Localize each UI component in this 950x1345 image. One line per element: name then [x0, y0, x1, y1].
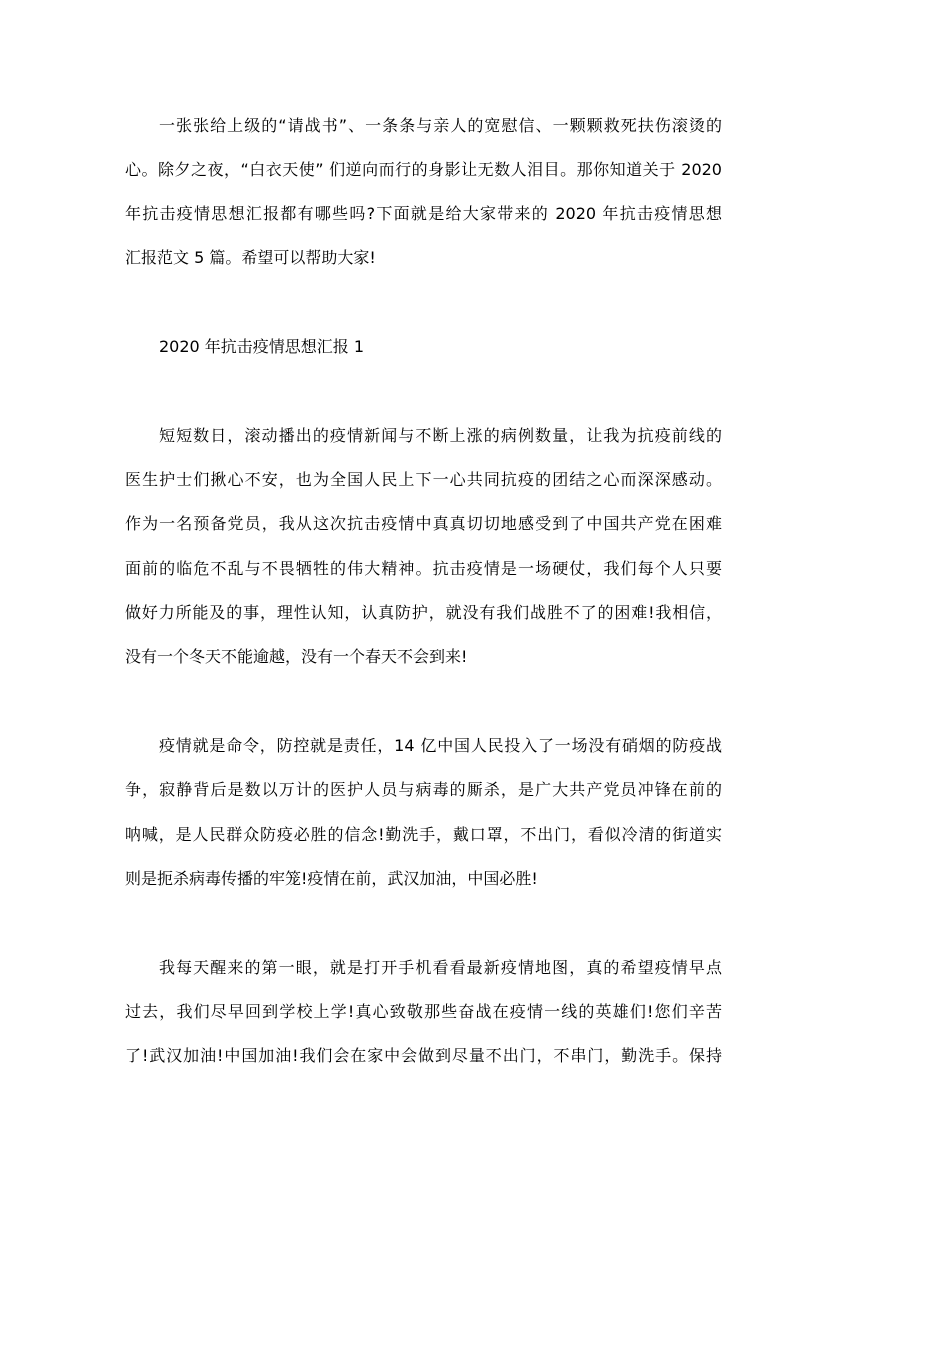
- intro-line-4: 汇报范文 5 篇。希望可以帮助大家!: [125, 248, 376, 267]
- intro-line-3: 年抗击疫情思想汇报都有哪些吗?下面就是给大家带来的 2020 年抗击疫情思想: [125, 204, 722, 223]
- para2-line-3: 呐喊，是人民群众防疫必胜的信念!勤洗手，戴口罩，不出门，看似冷清的街道实: [125, 825, 722, 844]
- para1-line-4: 面前的临危不乱与不畏牺牲的伟大精神。抗击疫情是一场硬仗，我们每个人只要: [125, 559, 722, 578]
- para1-line-1: 短短数日，滚动播出的疫情新闻与不断上涨的病例数量，让我为抗疫前线的: [159, 426, 722, 445]
- para3-line-1: 我每天醒来的第一眼，就是打开手机看看最新疫情地图，真的希望疫情早点: [159, 958, 722, 977]
- para1-line-2: 医生护士们揪心不安，也为全国人民上下一心共同抗疫的团结之心而深深感动。: [125, 470, 722, 489]
- para1-line-6: 没有一个冬天不能逾越，没有一个春天不会到来!: [125, 647, 468, 666]
- para3-line-3: 了!武汉加油!中国加油!我们会在家中会做到尽量不出门，不串门，勤洗手。保持: [125, 1046, 722, 1065]
- para2-line-4: 则是扼杀病毒传播的牢笼!疫情在前，武汉加油，中国必胜!: [125, 869, 538, 888]
- para1-line-3: 作为一名预备党员，我从这次抗击疫情中真真切切地感受到了中国共产党在困难: [125, 514, 722, 533]
- intro-line-1: 一张张给上级的“请战书”、一条条与亲人的宽慰信、一颗颗救死扶伤滚烫的: [159, 116, 722, 135]
- para2-line-1: 疫情就是命令，防控就是责任，14 亿中国人民投入了一场没有硝烟的防疫战: [159, 736, 722, 755]
- section-title: 2020 年抗击疫情思想汇报 1: [159, 337, 365, 356]
- para2-line-2: 争，寂静背后是数以万计的医护人员与病毒的厮杀，是广大共产党员冲锋在前的: [125, 780, 722, 799]
- para3-line-2: 过去，我们尽早回到学校上学!真心致敬那些奋战在疫情一线的英雄们!您们辛苦: [125, 1002, 722, 1021]
- intro-line-2: 心。除夕之夜，“白衣天使” 们逆向而行的身影让无数人泪目。那你知道关于 2020: [125, 160, 722, 179]
- para1-line-5: 做好力所能及的事，理性认知，认真防护，就没有我们战胜不了的困难!我相信，: [125, 603, 722, 622]
